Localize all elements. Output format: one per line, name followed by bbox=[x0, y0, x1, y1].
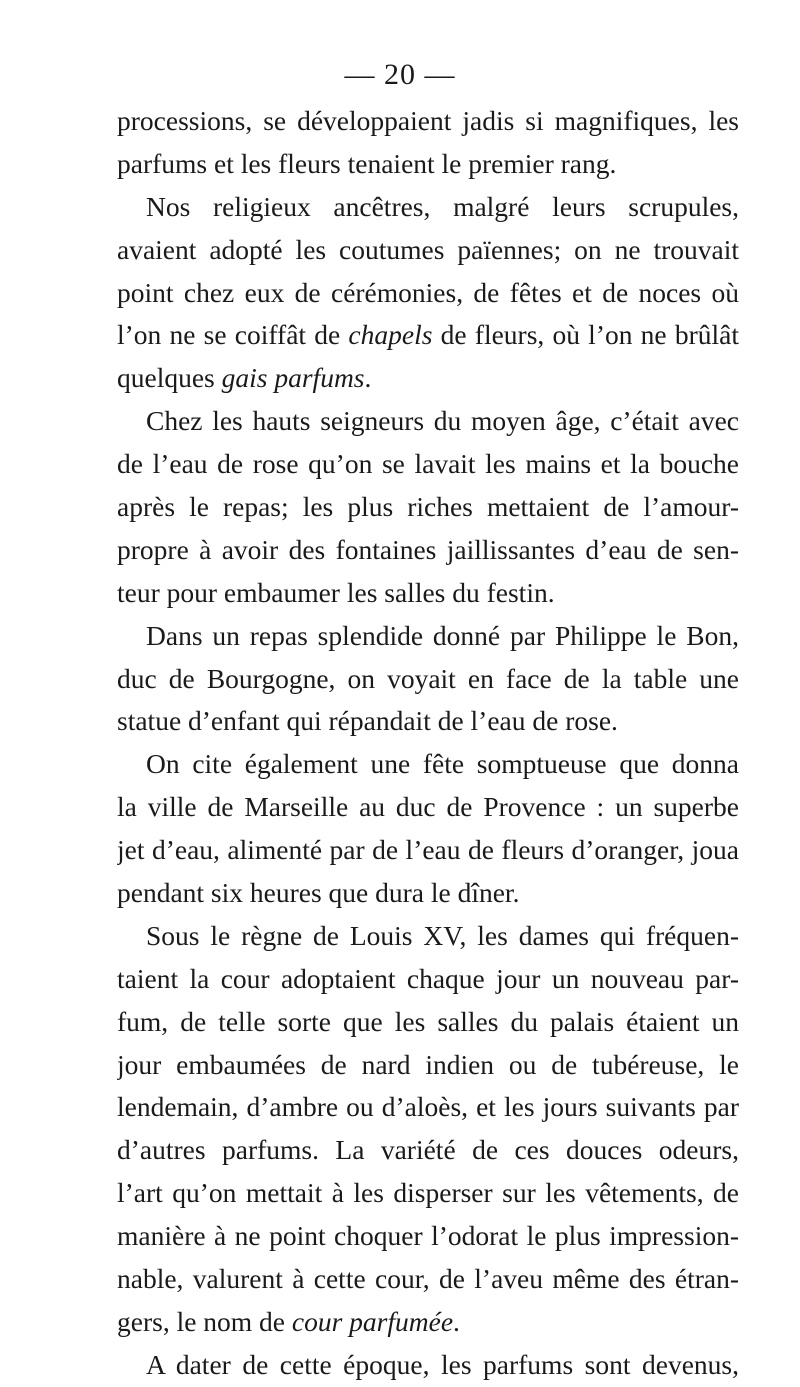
text-line: Chez les hauts seigneurs du moyen âge, c’était avec bbox=[146, 405, 739, 437]
text-line: taient la cour adoptaient chaque jour un nouveau par- bbox=[117, 962, 739, 994]
text-line: point chez eux de cérémonies, de fêtes et de noces où bbox=[117, 276, 739, 308]
text-line: Dans un repas splendide donné par Philippe le Bon, bbox=[146, 619, 739, 651]
text-line bbox=[117, 1301, 739, 1344]
text-line: lendemain, d’ambre ou d’aloès, et les jours suivants par bbox=[117, 1091, 739, 1123]
text-line: fum, de telle sorte que les salles du palais étaient un bbox=[117, 1005, 739, 1037]
text-line: propre à avoir des fontaines jaillissantes d’eau de sen- bbox=[117, 533, 739, 565]
text-run: de fleurs, où l’on ne brûlât bbox=[432, 319, 739, 351]
text-run: quelques bbox=[117, 362, 222, 394]
text-run: . bbox=[453, 1305, 460, 1337]
text-line: nable, valurent à cette cour, de l’aveu même des étran- bbox=[117, 1263, 739, 1295]
text-run: l’on ne se coiffât de bbox=[117, 319, 349, 351]
page-number: — 20 — bbox=[344, 58, 456, 91]
text-line: statue d’enfant qui répandait de l’eau de rose. bbox=[117, 705, 618, 737]
text-line: la ville de Marseille au duc de Provence : un superbe bbox=[117, 791, 739, 823]
text-line: jet d’eau, alimenté par de l’eau de fleurs d’oranger, joua bbox=[117, 834, 739, 866]
text-line: A dater de cette époque, les parfums sont devenus, bbox=[146, 1348, 739, 1380]
text-line: avaient adopté les coutumes païennes; on ne trouvait bbox=[117, 233, 739, 265]
text-line: après le repas; les plus riches mettaient de l’amour- bbox=[117, 491, 739, 523]
text-line: manière à ne point choquer l’odorat le plus impression- bbox=[117, 1220, 739, 1252]
italic-text-run: chapels bbox=[348, 319, 433, 351]
text-line: teur pour embaumer les salles du festin. bbox=[117, 576, 555, 608]
text-line: de l’eau de rose qu’on se lavait les mains et la bouche bbox=[117, 448, 739, 480]
text-line: jour embaumées de nard indien ou de tubéreuse, le bbox=[117, 1048, 739, 1080]
text-run: gers, le nom de bbox=[117, 1305, 292, 1337]
body-text bbox=[117, 100, 739, 1387]
text-line bbox=[117, 314, 739, 357]
text-line bbox=[117, 357, 739, 400]
text-line: processions, se développaient jadis si magnifiques, les bbox=[117, 105, 739, 136]
text-line: d’autres parfums. La variété de ces douces odeurs, bbox=[117, 1134, 739, 1166]
text-line: pendant six heures que dura le dîner. bbox=[117, 877, 520, 909]
text-line: On cite également une fête somptueuse que donna bbox=[146, 748, 739, 780]
text-line: parfums et les fleurs tenaient le premier rang. bbox=[117, 147, 617, 179]
text-line: Sous le règne de Louis XV, les dames qui fréquen- bbox=[146, 919, 739, 951]
italic-text-run: cour parfumée bbox=[291, 1305, 454, 1337]
text-line: duc de Bourgogne, on voyait en face de la table une bbox=[117, 662, 739, 694]
text-line: Nos religieux ancêtres, malgré leurs scrupules, bbox=[146, 190, 739, 222]
italic-text-run: gais parfums bbox=[221, 362, 365, 394]
text-line: l’art qu’on mettait à les disperser sur les vêtements, de bbox=[117, 1177, 739, 1209]
text-run: . bbox=[364, 362, 372, 394]
